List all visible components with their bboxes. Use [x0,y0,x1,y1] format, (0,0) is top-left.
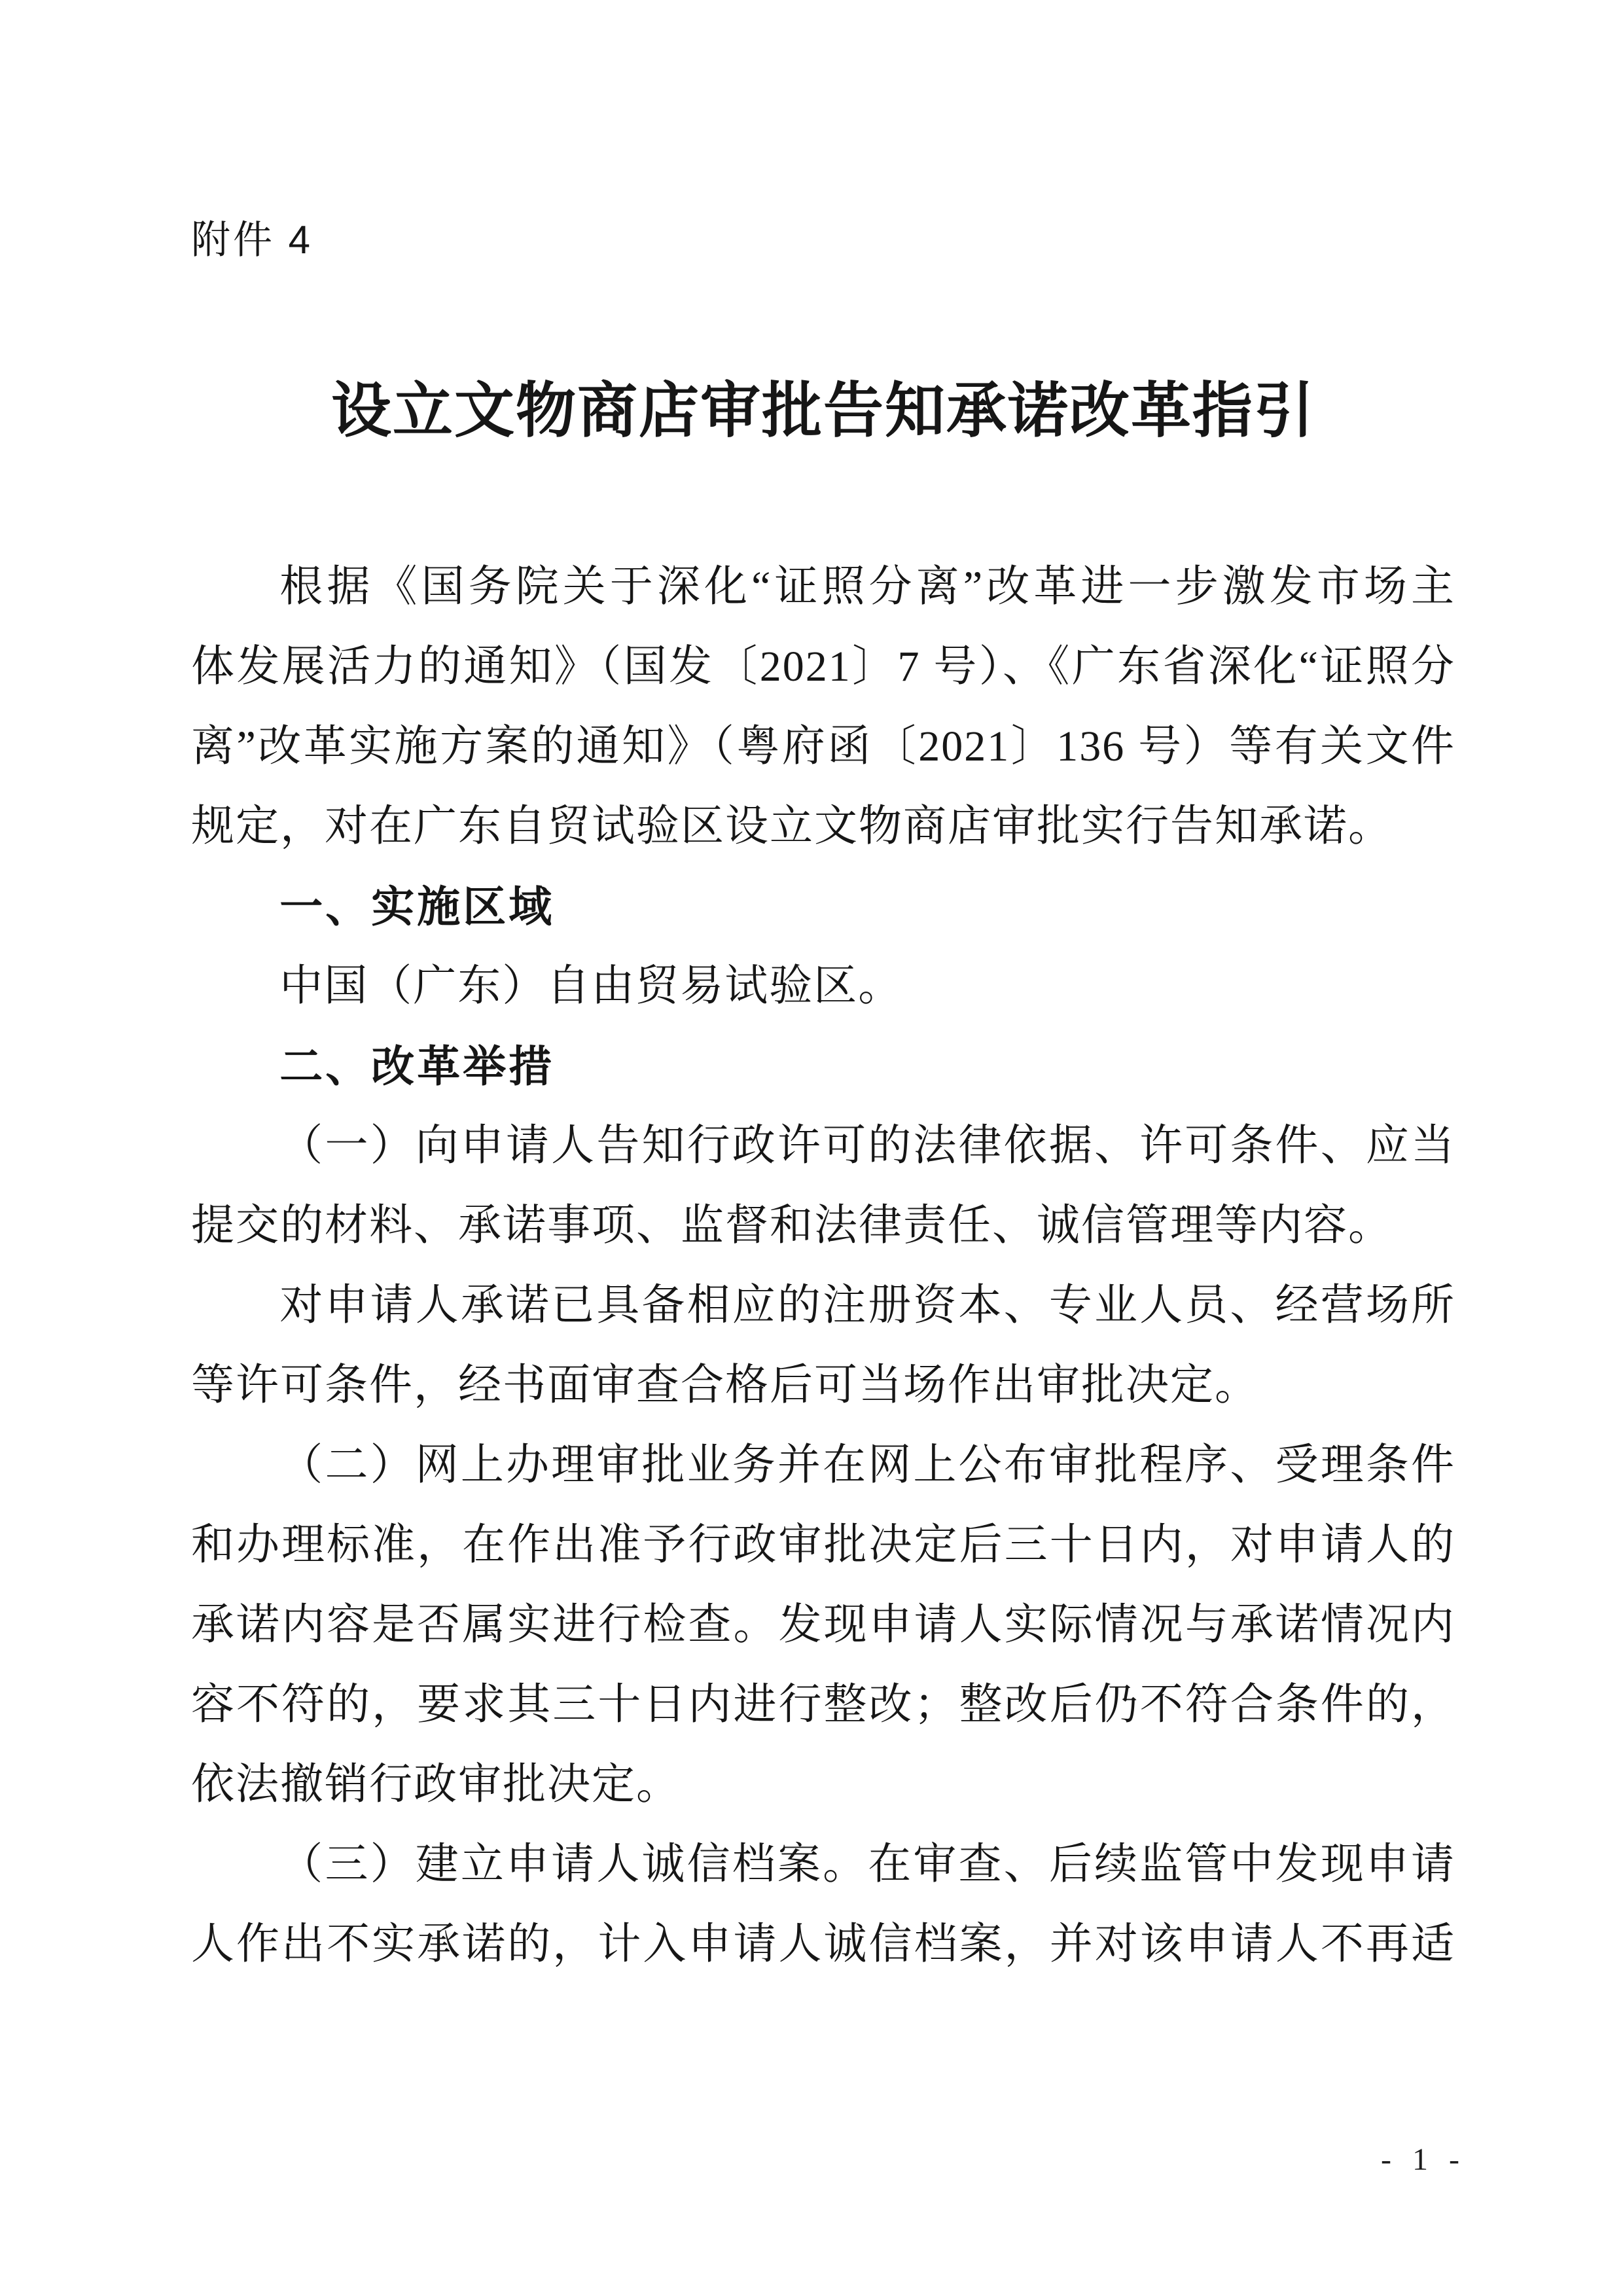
document-body [191,547,1455,1984]
body-line: 规定，对在广东自贸试验区设立文物商店审批实行告知承诺。 [191,802,1393,850]
body-line: 等许可条件，经书面审查合格后可当场作出审批决定。 [191,1361,1259,1409]
body-line: 承诺内容是否属实进行检查。发现申请人实际情况与承诺情况内 [191,1601,1455,1649]
body-line: 依法撤销行政审批决定。 [191,1761,681,1808]
body-line: 中国（广东）自由贸易试验区。 [279,962,903,1010]
body-line: 对申请人承诺已具备相应的注册资本、专业人员、经营场所 [279,1282,1455,1329]
body-line: 体发展活力的通知》（国发〔2021〕7 号）、《广东省深化“证照分 [191,643,1455,691]
section-heading-2: 二、改革举措 [279,1042,555,1090]
page-number: - 1 - [1381,2142,1466,2177]
body-line: 提交的材料、承诺事项、监督和法律责任、诚信管理等内容。 [191,1202,1393,1249]
body-line: （一）向申请人告知行政许可的法律依据、许可条件、应当 [279,1122,1455,1170]
body-line: 和办理标准，在作出准予行政审批决定后三十日内，对申请人的 [191,1521,1455,1569]
body-line: （三）建立申请人诚信档案。在审查、后续监管中发现申请 [279,1840,1455,1888]
section-heading-1: 一、实施区域 [279,882,555,931]
body-line: 容不符的，要求其三十日内进行整改；整改后仍不符合条件的， [191,1681,1455,1729]
attachment-label: 附件 4 [191,218,313,262]
body-line: 离”改革实施方案的通知》（粤府函〔2021〕136 号）等有关文件 [191,723,1455,770]
body-line: （二）网上办理审批业务并在网上公布审批程序、受理条件 [279,1441,1455,1489]
body-line: 根据《国务院关于深化“证照分离”改革进一步激发市场主 [279,563,1455,611]
page-title: 设立文物商店审批告知承诺改革指引 [330,378,1315,444]
body-line: 人作出不实承诺的，计入申请人诚信档案，并对该申请人不再适 [191,1920,1455,1968]
